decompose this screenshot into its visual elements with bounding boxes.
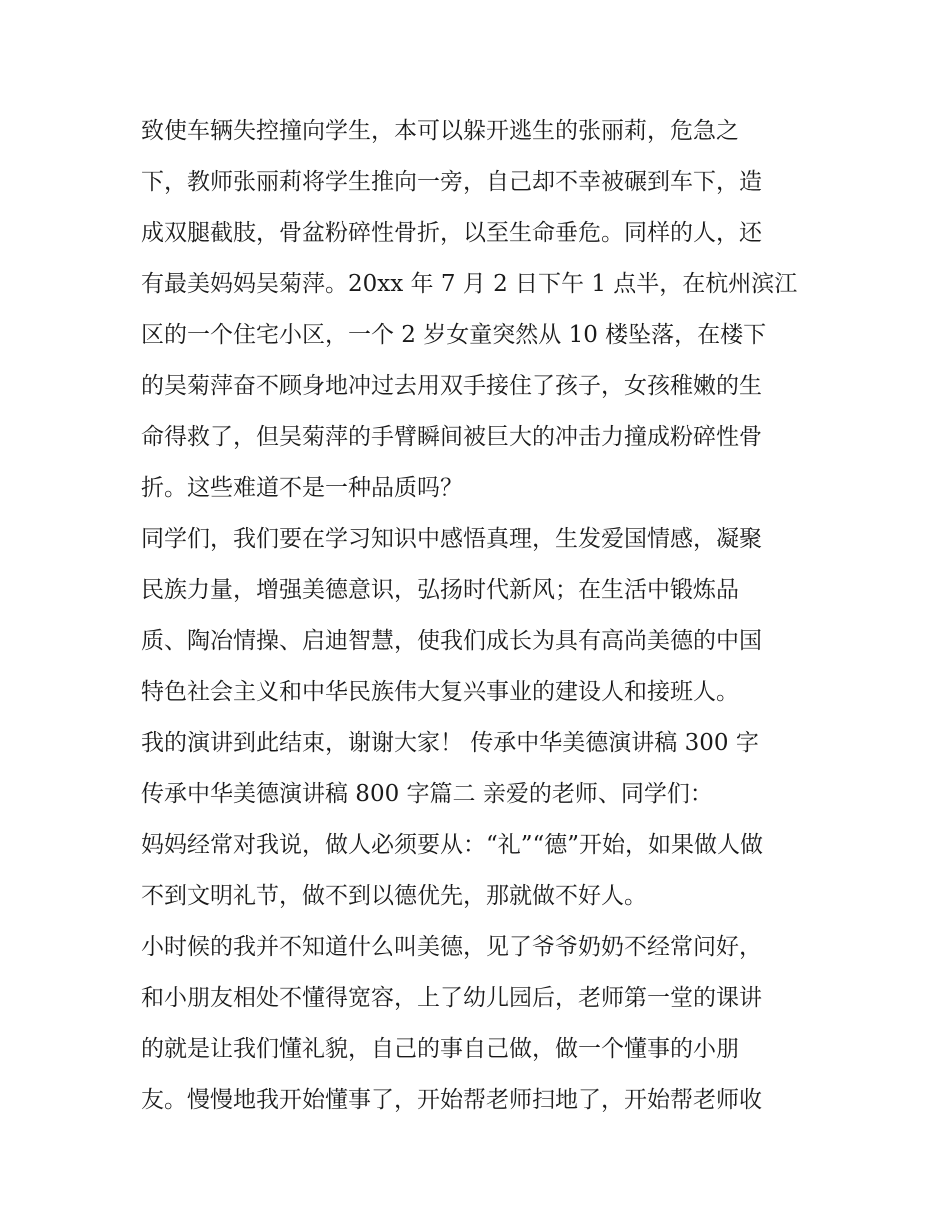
- text-line: 区的一个住宅小区，一个 2 岁女童突然从 10 楼坠落，在楼下: [141, 322, 767, 348]
- text-line: 的就是让我们懂礼貌，自己的事自己做，做一个懂事的小朋: [141, 1036, 739, 1062]
- text-line: 传承中华美德演讲稿 800 字篇二 亲爱的老师、同学们：: [141, 781, 713, 807]
- text-line: 有最美妈妈吴菊萍。20xx 年 7 月 2 日下午 1 点半，在杭州滨江: [141, 271, 798, 297]
- text-line: 和小朋友相处不懂得宽容，上了幼儿园后，老师第一堂的课讲: [141, 985, 762, 1011]
- text-line: 我的演讲到此结束，谢谢大家！ 传承中华美德演讲稿 300 字: [141, 730, 759, 756]
- text-line: 妈妈经常对我说，做人必须要从：“礼”“德”开始，如果做人做: [141, 832, 764, 858]
- text-line: 同学们，我们要在学习知识中感悟真理，生发爱国情感，凝聚: [141, 526, 762, 552]
- text-line: 民族力量，增强美德意识，弘扬时代新风；在生活中锻炼品: [141, 577, 739, 603]
- text-line: 友。慢慢地我开始懂事了，开始帮老师扫地了，开始帮老师收: [141, 1087, 762, 1113]
- text-line: 不到文明礼节，做不到以德优先，那就做不好人。: [141, 883, 647, 909]
- text-line: 特色社会主义和中华民族伟大复兴事业的建设人和接班人。: [141, 679, 739, 705]
- text-line: 致使车辆失控撞向学生，本可以躲开逃生的张丽莉，危急之: [141, 118, 739, 144]
- text-line: 质、陶冶情操、启迪智慧，使我们成长为具有高尚美德的中国: [141, 628, 762, 654]
- text-line: 折。这些难道不是一种品质吗？: [141, 475, 463, 501]
- text-line: 小时候的我并不知道什么叫美德，见了爷爷奶奶不经常问好，: [141, 934, 762, 960]
- text-line: 命得救了，但吴菊萍的手臂瞬间被巨大的冲击力撞成粉碎性骨: [141, 424, 762, 450]
- text-line: 下，教师张丽莉将学生推向一旁，自己却不幸被碾到车下，造: [141, 169, 762, 195]
- document-body: [141, 106, 821, 1126]
- text-line: 的吴菊萍奋不顾身地冲过去用双手接住了孩子，女孩稚嫩的生: [141, 373, 762, 399]
- text-line: 成双腿截肢，骨盆粉碎性骨折，以至生命垂危。同样的人，还: [141, 220, 762, 246]
